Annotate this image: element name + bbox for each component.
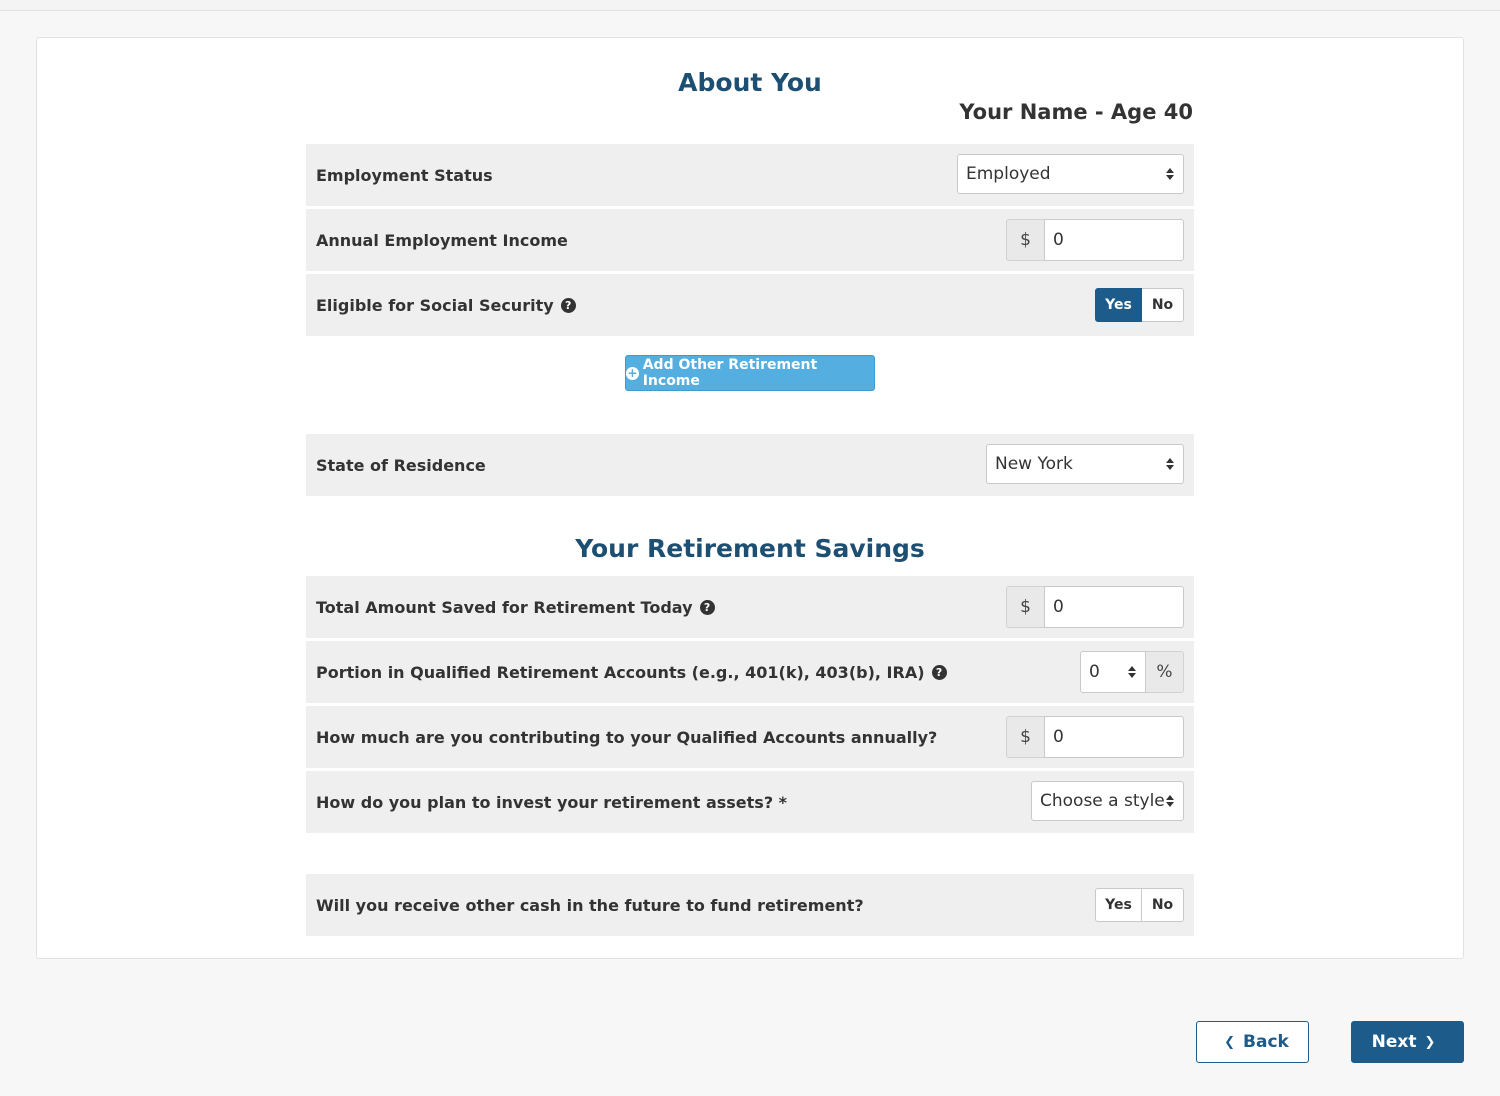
total-saved-label-wrap [316, 576, 715, 638]
employment-status-label: Employment Status [316, 165, 493, 185]
invest-style-label: How do you plan to invest your retirement assets? * [316, 792, 788, 812]
employment-status-select[interactable] [957, 154, 1184, 194]
stepper-arrows-icon[interactable] [1127, 665, 1137, 679]
state-select[interactable] [986, 444, 1184, 484]
contribution-input-group [1006, 716, 1184, 758]
add-income-label: Add Other Retirement Income [642, 357, 818, 389]
select-arrows-icon [1165, 167, 1175, 181]
select-arrows-icon [1165, 457, 1175, 471]
total-saved-input-group [1006, 586, 1184, 628]
savings-title: Your Retirement Savings [575, 534, 925, 563]
select-arrows-icon [1165, 794, 1175, 808]
chevron-left-icon: ❮ [1224, 1034, 1236, 1050]
qualified-portion-label: Portion in Qualified Retirement Accounts (e.g., 401(k), 403(b), IRA) [316, 662, 925, 682]
social-security-label: Eligible for Social Security [316, 295, 554, 315]
back-button[interactable] [1196, 1021, 1309, 1063]
help-icon[interactable]: ? [561, 298, 576, 313]
state-row [306, 434, 1194, 496]
qualified-portion-input-group [1080, 651, 1184, 693]
other-cash-label: Will you receive other cash in the future to fund retirement? [316, 895, 864, 915]
social-security-yes-button[interactable]: Yes [1095, 288, 1142, 322]
qualified-portion-stepper[interactable] [1080, 651, 1146, 693]
other-cash-row [306, 874, 1194, 936]
currency-addon: $ [1006, 716, 1044, 758]
other-cash-yes-button[interactable]: Yes [1095, 888, 1142, 922]
invest-style-row [306, 771, 1194, 833]
social-security-no-button[interactable]: No [1142, 288, 1184, 322]
other-cash-toggle [1095, 888, 1184, 922]
next-button[interactable] [1351, 1021, 1464, 1063]
back-label: Back [1243, 1032, 1289, 1052]
qualified-portion-label-wrap [316, 641, 947, 703]
state-label: State of Residence [316, 455, 486, 475]
qualified-portion-value: 0 [1089, 662, 1100, 682]
help-icon[interactable]: ? [932, 665, 947, 680]
annual-income-input-group [1006, 219, 1184, 261]
annual-income-input[interactable]: 0 [1044, 219, 1184, 261]
top-bar [0, 0, 1500, 11]
chevron-right-icon: ❯ [1424, 1034, 1436, 1050]
annual-income-row [306, 209, 1194, 271]
invest-style-value: Choose a style [1040, 791, 1165, 811]
total-saved-row [306, 576, 1194, 638]
other-cash-no-button[interactable]: No [1142, 888, 1184, 922]
social-security-toggle [1095, 288, 1184, 322]
qualified-portion-row [306, 641, 1194, 703]
contribution-row [306, 706, 1194, 768]
contribution-label: How much are you contributing to your Qualified Accounts annually? [316, 727, 938, 747]
percent-addon: % [1146, 651, 1184, 693]
add-other-retirement-income-button[interactable] [625, 355, 875, 391]
help-icon[interactable]: ? [700, 600, 715, 615]
person-subtitle: Your Name - Age 40 [959, 100, 1193, 124]
social-security-label-wrap [316, 274, 576, 336]
form-card [36, 37, 1464, 959]
total-saved-label: Total Amount Saved for Retirement Today [316, 597, 693, 617]
plus-circle-icon: + [627, 365, 638, 380]
about-title: About You [678, 68, 822, 97]
currency-addon: $ [1006, 586, 1044, 628]
state-value: New York [995, 454, 1073, 474]
employment-status-value: Employed [966, 164, 1051, 184]
employment-status-row [306, 144, 1194, 206]
contribution-input[interactable]: 0 [1044, 716, 1184, 758]
total-saved-input[interactable]: 0 [1044, 586, 1184, 628]
currency-addon: $ [1006, 219, 1044, 261]
social-security-row [306, 274, 1194, 336]
invest-style-select[interactable] [1031, 781, 1184, 821]
annual-income-label: Annual Employment Income [316, 230, 568, 250]
next-label: Next [1371, 1032, 1417, 1052]
